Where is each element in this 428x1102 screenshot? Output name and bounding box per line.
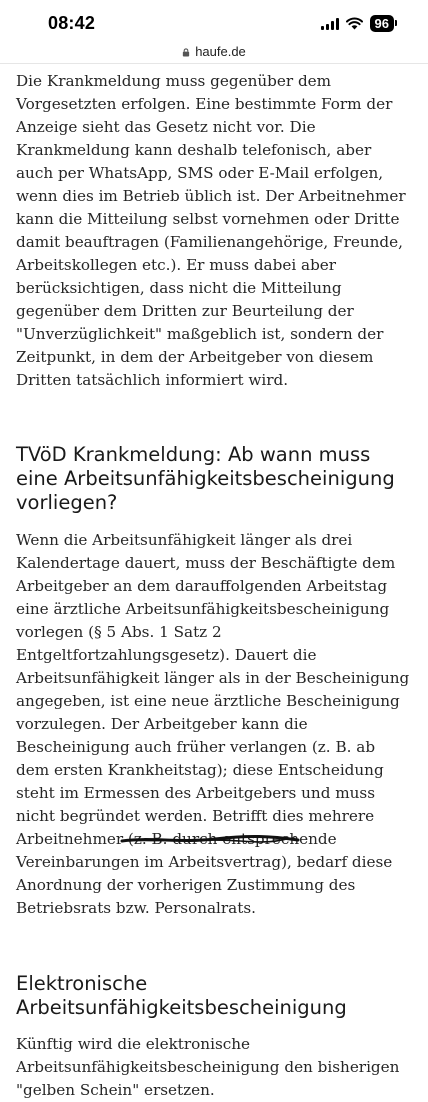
url-bar[interactable] (0, 40, 428, 62)
pen-scribble (120, 832, 300, 846)
signal-icon (321, 18, 339, 30)
article-content (16, 66, 412, 1102)
article-paragraph: Künftig wird die elektronische Arbeitsunfähigkeitsbescheinigung den bisherigen "gelben Schein" ersetzen. (16, 1035, 400, 1099)
article-paragraph: Wenn die Arbeitsunfähigkeit länger als drei Kalendertage dauert, muss der Beschäftigte dem Arbeitgeber an dem darauffolgenden Arbeitstag eine ärztliche Arbeitsunfähigkeitsbescheinigung vorlegen (§ 5 Abs. 1 Satz 2 Entgeltfortzahlungsgesetz). Dauert die Arbeitsunfähigkeit länger als in der Bescheinigung angegeben, ist eine neue ärztliche Bescheinigung vorzulegen. Der Arbeitgeber kann die Bescheinigung auch früher verlangen (z. B. ab dem ersten Krankheitstag); diese Entscheidung steht im Ermessen des Arbeitgebers und muss nicht begründet werden. Betrifft dies mehrere Arbeitnehmer (z. B. durch entsprechende Vereinbarungen im Arbeitsvertrag), bedarf diese Anordnung der vorherigen Zustimmung des Betriebsrats bzw. Personalrats. (16, 531, 410, 917)
section-heading: Elektronische Arbeitsunfähigkeitsbescheinigung (16, 972, 347, 1019)
status-bar (0, 0, 428, 44)
status-time: 08:42 (48, 13, 96, 33)
lock-icon (182, 48, 190, 57)
status-icons (321, 15, 394, 32)
article-paragraph: Die Krankmeldung muss gegenüber dem Vorgesetzten erfolgen. Eine bestimmte Form der Anzeige sieht das Gesetz nicht vor. Die Krankmeldung kann deshalb telefonisch, aber auch per WhatsApp, SMS oder E-Mail erfolgen, wenn dies im Betrieb üblich ist. Der Arbeitnehmer kann die Mitteilung selbst vornehmen oder Dritte damit beauftragen (Familienangehörige, Freunde, Arbeitskollegen etc.). Er muss dabei aber berücksichtigen, dass nicht die Mitteilung gegenüber dem Dritten zur Beurteilung der "Unverzüglichkeit" maßgeblich ist, sondern der Zeitpunkt, in dem der Arbeitgeber von diesem Dritten tatsächlich informiert wird. (16, 72, 406, 389)
url-domain[interactable]: haufe.de (195, 43, 246, 59)
section-heading: TVöD Krankmeldung: Ab wann muss eine Arbeitsunfähigkeitsbescheinigung vorliegen? (16, 443, 395, 514)
wifi-icon (346, 17, 363, 30)
battery-icon: 96 (370, 15, 394, 32)
url-divider (0, 63, 428, 64)
